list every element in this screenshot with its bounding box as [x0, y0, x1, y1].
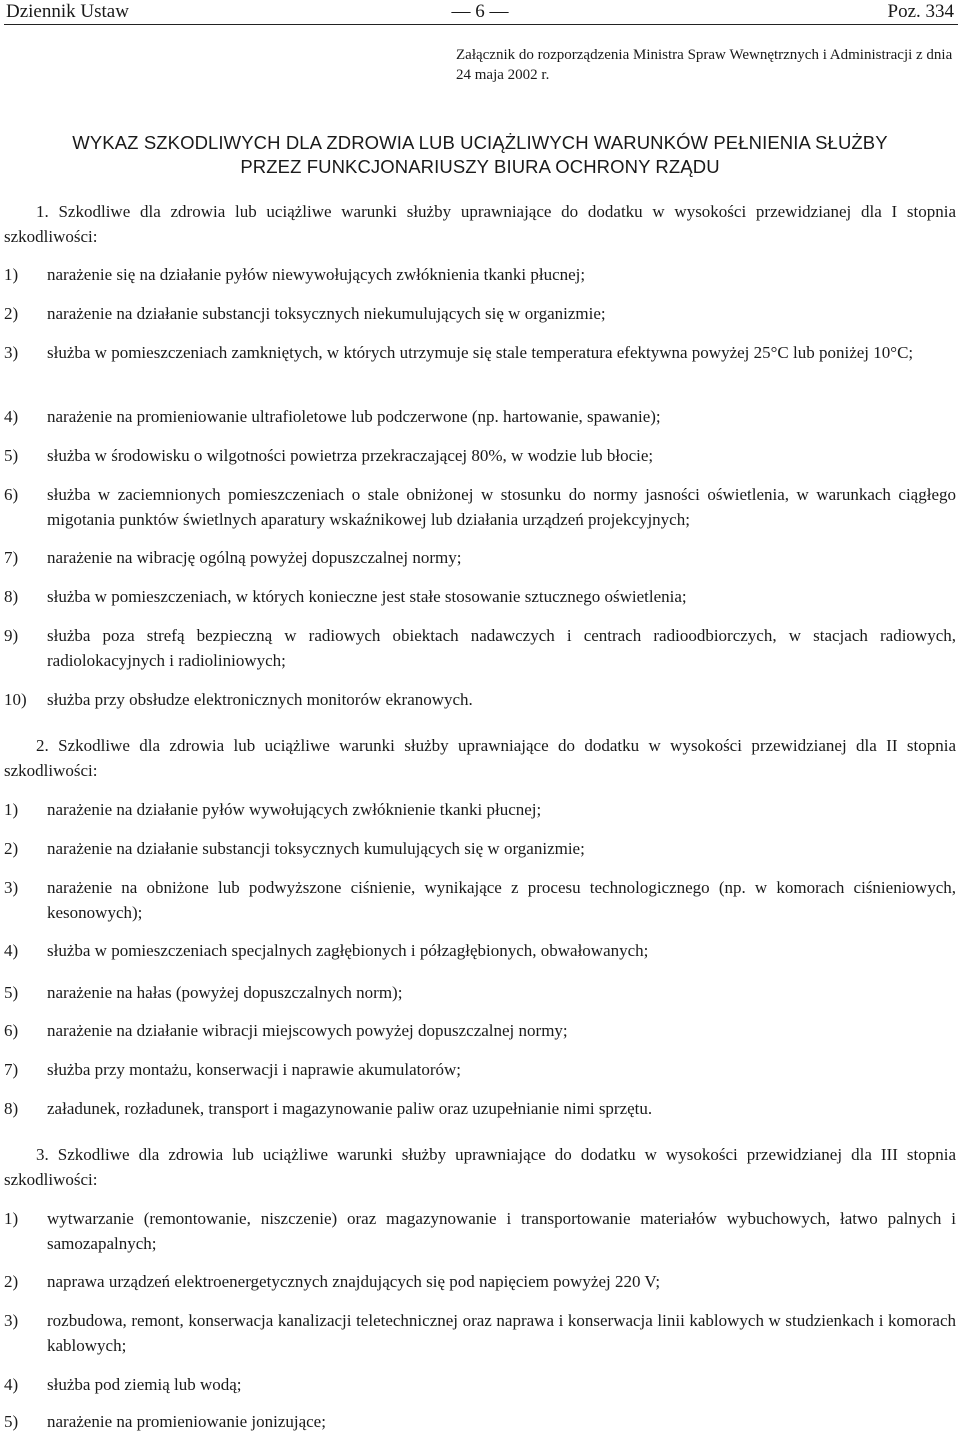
title-line-2: PRZEZ FUNKCJONARIUSZY BIURA OCHRONY RZĄDU — [240, 156, 720, 177]
item-text: narażenie na działanie pyłów wywołujących zwłóknienie tkanki płucnej; — [47, 800, 542, 819]
list-item — [4, 1308, 956, 1358]
item-text: narażenie na obniżone lub podwyższone ciśnienie, wynikające z procesu technologicznego (np. w komorach ciśnieniowych, kesonowych); — [47, 878, 956, 922]
list-item — [4, 623, 956, 673]
item-text: narażenie na działanie wibracji miejscowych powyżej dopuszczalnej normy; — [47, 1021, 568, 1040]
list-item — [4, 301, 956, 326]
header-rule — [4, 24, 958, 25]
list-item — [4, 1057, 956, 1082]
item-text: rozbudowa, remont, konserwacja kanalizacji teletechnicznej oraz naprawa i konserwacja linii kablowych w studzienkach i komorach kablowych; — [47, 1311, 956, 1355]
item-number: 4) — [4, 407, 19, 426]
item-number: 2) — [4, 839, 19, 858]
item-number: 5) — [4, 1412, 19, 1431]
item-text: służba w pomieszczeniach specjalnych zagłębionych i półzagłębionych, obwałowanych; — [47, 941, 649, 960]
list-item — [4, 545, 956, 570]
list-item — [4, 340, 956, 365]
item-number: 9) — [4, 626, 19, 645]
title-line-1: WYKAZ SZKODLIWYCH DLA ZDROWIA LUB UCIĄŻLIWYCH WARUNKÓW PEŁNIENIA SŁUŻBY — [72, 132, 888, 153]
list-item — [4, 1372, 956, 1397]
item-text: służba przy obsłudze elektronicznych monitorów ekranowych. — [47, 690, 473, 709]
item-number: 10) — [4, 690, 27, 709]
document-title — [0, 131, 960, 179]
list-item — [4, 1409, 956, 1434]
list-item — [4, 797, 956, 822]
item-number: 5) — [4, 446, 19, 465]
item-text: narażenie na działanie substancji toksycznych niekumulujących się w organizmie; — [47, 304, 606, 323]
item-number: 2) — [4, 304, 19, 323]
item-text: narażenie się na działanie pyłów niewywołujących zwłóknienia tkanki płucnej; — [47, 265, 586, 284]
item-text: załadunek, rozładunek, transport i magazynowanie paliw oraz uzupełnianie nimi sprzętu. — [47, 1099, 653, 1118]
list-item — [4, 1096, 956, 1121]
list-item — [4, 1269, 956, 1294]
list-item — [4, 404, 956, 429]
item-number: 4) — [4, 1375, 19, 1394]
item-number: 1) — [4, 800, 19, 819]
item-text: narażenie na działanie substancji toksycznych kumulujących się w organizmie; — [47, 839, 585, 858]
section-1-intro: 1. Szkodliwe dla zdrowia lub uciążliwe warunki służby uprawniające do dodatku w wysokości przewidzianej dla I stopnia szkodliwości: — [4, 202, 956, 246]
item-text: narażenie na promieniowanie ultrafioletowe lub podczerwone (np. hartowanie, spawanie); — [47, 407, 661, 426]
section-2-intro: 2. Szkodliwe dla zdrowia lub uciążliwe warunki służby uprawniające do dodatku w wysokości przewidzianej dla II stopnia szkodliwości: — [4, 736, 956, 780]
item-number: 3) — [4, 343, 19, 362]
item-text: naprawa urządzeń elektroenergetycznych znajdujących się pod napięciem powyżej 220 V; — [47, 1272, 661, 1291]
item-text: narażenie na promieniowanie jonizujące; — [47, 1412, 326, 1431]
item-text: służba w pomieszczeniach, w których konieczne jest stałe stosowanie sztucznego oświetlenia; — [47, 587, 687, 606]
page-header — [0, 0, 960, 26]
list-item — [4, 1018, 956, 1043]
item-number: 3) — [4, 878, 19, 897]
item-number: 6) — [4, 1021, 19, 1040]
item-number: 8) — [4, 587, 19, 606]
list-item — [4, 938, 956, 963]
list-item — [4, 687, 956, 712]
list-item — [4, 980, 956, 1005]
item-number: 7) — [4, 548, 19, 567]
item-text: służba w pomieszczeniach zamkniętych, w których utrzymuje się stale temperatura efektywna powyżej 25°C lub poniżej 10°C; — [47, 343, 914, 362]
item-text: wytwarzanie (remontowanie, niszczenie) oraz magazynowanie i transportowanie materiałów wybuchowych, łatwo palnych i samozapalnych; — [47, 1209, 956, 1253]
item-number: 7) — [4, 1060, 19, 1079]
list-item — [4, 443, 956, 468]
item-text: narażenie na hałas (powyżej dopuszczalnych norm); — [47, 983, 403, 1002]
item-number: 3) — [4, 1311, 19, 1330]
page-number: — 6 — — [451, 1, 509, 22]
item-number: 6) — [4, 485, 19, 504]
list-item — [4, 836, 956, 861]
item-text: służba w zaciemnionych pomieszczeniach o stale obniżonej w stosunku do normy jasności oświetlenia, w warunkach ciągłego migotania punktów świetlnych aparatury wskaźnikowej lub działania urządzeń projekcyjnych; — [47, 485, 956, 529]
list-item — [4, 875, 956, 925]
item-number: 5) — [4, 983, 19, 1002]
item-number: 4) — [4, 941, 19, 960]
journal-name: Dziennik Ustaw — [6, 1, 129, 22]
item-number: 1) — [4, 265, 19, 284]
list-item — [4, 482, 956, 532]
item-number: 1) — [4, 1209, 19, 1228]
item-text: służba w środowisku o wilgotności powietrza przekraczającej 80%, w wodzie lub błocie; — [47, 446, 654, 465]
item-text: narażenie na wibrację ogólną powyżej dopuszczalnej normy; — [47, 548, 462, 567]
list-item — [4, 584, 956, 609]
item-number: 8) — [4, 1099, 19, 1118]
section-3-intro: 3. Szkodliwe dla zdrowia lub uciążliwe warunki służby uprawniające do dodatku w wysokości przewidzianej dla III stopnia szkodliwości: — [4, 1145, 956, 1189]
item-text: służba przy montażu, konserwacji i naprawie akumulatorów; — [47, 1060, 462, 1079]
list-item — [4, 1206, 956, 1256]
item-text: służba pod ziemią lub wodą; — [47, 1375, 242, 1394]
annex-note: Załącznik do rozporządzenia Ministra Spraw Wewnętrznych i Administracji z dnia 24 maja 2002 r. — [456, 47, 953, 83]
list-item — [4, 262, 956, 287]
item-number: 2) — [4, 1272, 19, 1291]
position-number: Poz. 334 — [887, 1, 954, 22]
item-text: służba poza strefą bezpieczną w radiowych obiektach nadawczych i centrach radioodbiorczych, w stacjach radiowych, radiolokacyjnych i radioliniowych; — [47, 626, 956, 670]
